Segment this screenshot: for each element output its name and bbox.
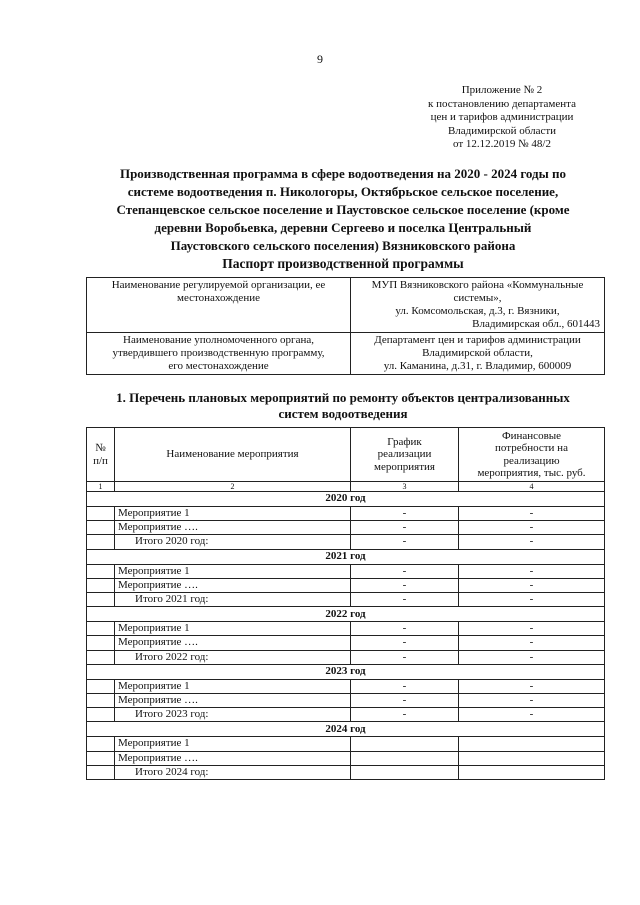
year-label: 2024 год (87, 722, 605, 737)
row-number (87, 751, 115, 765)
passport-value (351, 278, 605, 333)
schedule-value: - (351, 636, 459, 650)
row-number (87, 521, 115, 535)
year-row (87, 664, 605, 679)
appendix-line: от 12.12.2019 № 48/2 (453, 138, 551, 151)
text-line: мероприятия, тыс. руб. (477, 467, 586, 479)
year-label: 2022 год (87, 607, 605, 622)
row-number (87, 737, 115, 751)
schedule-value: - (351, 535, 459, 549)
schedule-value: - (351, 578, 459, 592)
finance-value: - (459, 578, 605, 592)
passport-value (351, 333, 605, 375)
table-row (87, 535, 605, 549)
measure-name: Итого 2020 год: (115, 535, 351, 549)
table-row (87, 507, 605, 521)
title-line: Степанцевское сельское поселение и Паустовское сельское поселение (кроме (116, 202, 570, 217)
text-line: Владимирской области, (422, 347, 533, 359)
finance-value (459, 751, 605, 765)
table-row (87, 521, 605, 535)
table-row (87, 622, 605, 636)
table-row (87, 679, 605, 693)
measure-name: Мероприятие …. (115, 521, 351, 535)
year-row (87, 607, 605, 622)
text-line: его местонахождение (168, 360, 269, 372)
header-name: Наименование мероприятия (115, 428, 351, 482)
text-line: реализации (377, 448, 432, 461)
finance-value (459, 737, 605, 751)
year-row (87, 549, 605, 564)
measure-name: Мероприятие 1 (115, 507, 351, 521)
text-line: потребности на (495, 442, 568, 454)
table-row (87, 751, 605, 765)
finance-value: - (459, 694, 605, 708)
column-number: 4 (459, 482, 605, 492)
text-line: ул. Каманина, д.31, г. Владимир, 600009 (383, 360, 572, 372)
column-number: 2 (115, 482, 351, 492)
row-number (87, 679, 115, 693)
text-line: реализацию (503, 454, 560, 467)
passport-table (86, 277, 605, 375)
text-line: График (387, 435, 422, 448)
schedule-value: - (351, 694, 459, 708)
schedule-value (351, 737, 459, 751)
text-line: п/п (93, 454, 108, 467)
column-number: 1 (87, 482, 115, 492)
measure-name: Итого 2022 год: (115, 650, 351, 664)
finance-value: - (459, 593, 605, 607)
finance-value: - (459, 650, 605, 664)
measure-name: Мероприятие …. (115, 751, 351, 765)
row-number (87, 636, 115, 650)
passport-row (87, 278, 605, 333)
text-line: местонахождение (177, 292, 260, 304)
schedule-value: - (351, 650, 459, 664)
section-line: 1. Перечень плановых мероприятий по ремонту объектов централизованных (116, 390, 570, 405)
year-row (87, 492, 605, 507)
row-number (87, 564, 115, 578)
passport-heading: Паспорт производственной программы (222, 256, 464, 271)
row-number (87, 622, 115, 636)
row-number (87, 765, 115, 779)
schedule-value (351, 751, 459, 765)
text-line: мероприятия (374, 460, 435, 473)
measure-name: Мероприятие 1 (115, 679, 351, 693)
row-number (87, 708, 115, 722)
column-number: 3 (351, 482, 459, 492)
year-label: 2020 год (87, 492, 605, 507)
text-line: МУП Вязниковского района «Коммунальные (371, 279, 584, 291)
appendix-line: цен и тарифов администрации (430, 111, 574, 124)
row-number (87, 694, 115, 708)
row-number (87, 535, 115, 549)
finance-value (459, 765, 605, 779)
row-number (87, 650, 115, 664)
section-heading (84, 390, 602, 422)
measure-name: Итого 2024 год: (115, 765, 351, 779)
finance-value: - (459, 564, 605, 578)
table-row (87, 564, 605, 578)
row-number (87, 593, 115, 607)
finance-value: - (459, 708, 605, 722)
row-number (87, 578, 115, 592)
measure-name: Мероприятие 1 (115, 564, 351, 578)
page-number: 9 (317, 52, 323, 66)
document-title (84, 165, 602, 255)
table-row (87, 650, 605, 664)
table-row (87, 578, 605, 592)
text-line: Наименование регулируемой организации, ее (111, 279, 326, 291)
passport-row (87, 333, 605, 375)
schedule-value: - (351, 708, 459, 722)
finance-value: - (459, 521, 605, 535)
title-line: Паустовского сельского поселения) Вязниковского района (170, 238, 516, 253)
schedule-value: - (351, 521, 459, 535)
finance-value: - (459, 679, 605, 693)
appendix-block (404, 84, 600, 152)
appendix-line: к постановлению департамента (428, 97, 576, 110)
title-line: деревни Воробьевка, деревни Сергеево и поселка Центральный (154, 220, 532, 235)
schedule-value: - (351, 564, 459, 578)
section-line: систем водоотведения (278, 406, 408, 421)
measure-name: Итого 2021 год: (115, 593, 351, 607)
text-line: № (95, 442, 106, 454)
year-label: 2023 год (87, 664, 605, 679)
schedule-value (351, 765, 459, 779)
table-row (87, 737, 605, 751)
header-schedule (351, 428, 459, 482)
finance-value: - (459, 622, 605, 636)
measure-name: Мероприятие …. (115, 694, 351, 708)
text-line: Финансовые (501, 429, 562, 442)
appendix-line: Владимирской области (447, 124, 557, 137)
passport-label (87, 333, 351, 375)
schedule-value: - (351, 679, 459, 693)
appendix-line: Приложение № 2 (461, 84, 543, 96)
table-row (87, 593, 605, 607)
title-line: системе водоотведения п. Никологоры, Октябрьское сельское поселение, (127, 184, 559, 199)
header-finance (459, 428, 605, 482)
schedule-value: - (351, 593, 459, 607)
text-line: Департамент цен и тарифов администрации (374, 334, 581, 346)
year-row (87, 722, 605, 737)
text-line: утвердившего производственную программу, (112, 347, 325, 359)
measures-table (86, 427, 605, 780)
table-row (87, 636, 605, 650)
table-row (87, 708, 605, 722)
header-num (87, 428, 115, 482)
finance-value: - (459, 535, 605, 549)
year-label: 2021 год (87, 549, 605, 564)
finance-value: - (459, 636, 605, 650)
measure-name: Мероприятие …. (115, 578, 351, 592)
passport-label (87, 278, 351, 333)
measure-name: Итого 2023 год: (115, 708, 351, 722)
text-line: Наименование уполномоченного органа, (123, 334, 314, 346)
measure-name: Мероприятие …. (115, 636, 351, 650)
title-line: Производственная программа в сфере водоотведения на 2020 - 2024 годы по (119, 166, 567, 181)
table-row (87, 765, 605, 779)
text-line: системы», (453, 292, 502, 304)
row-number (87, 507, 115, 521)
text-line: ул. Комсомольская, д.3, г. Вязники, (395, 305, 560, 317)
column-number-row (87, 482, 605, 492)
schedule-value: - (351, 507, 459, 521)
measure-name: Мероприятие 1 (115, 737, 351, 751)
schedule-value: - (351, 622, 459, 636)
finance-value: - (459, 507, 605, 521)
table-row (87, 694, 605, 708)
table-header-row (87, 428, 605, 482)
text-line: Владимирская обл., 601443 (472, 318, 600, 330)
measure-name: Мероприятие 1 (115, 622, 351, 636)
